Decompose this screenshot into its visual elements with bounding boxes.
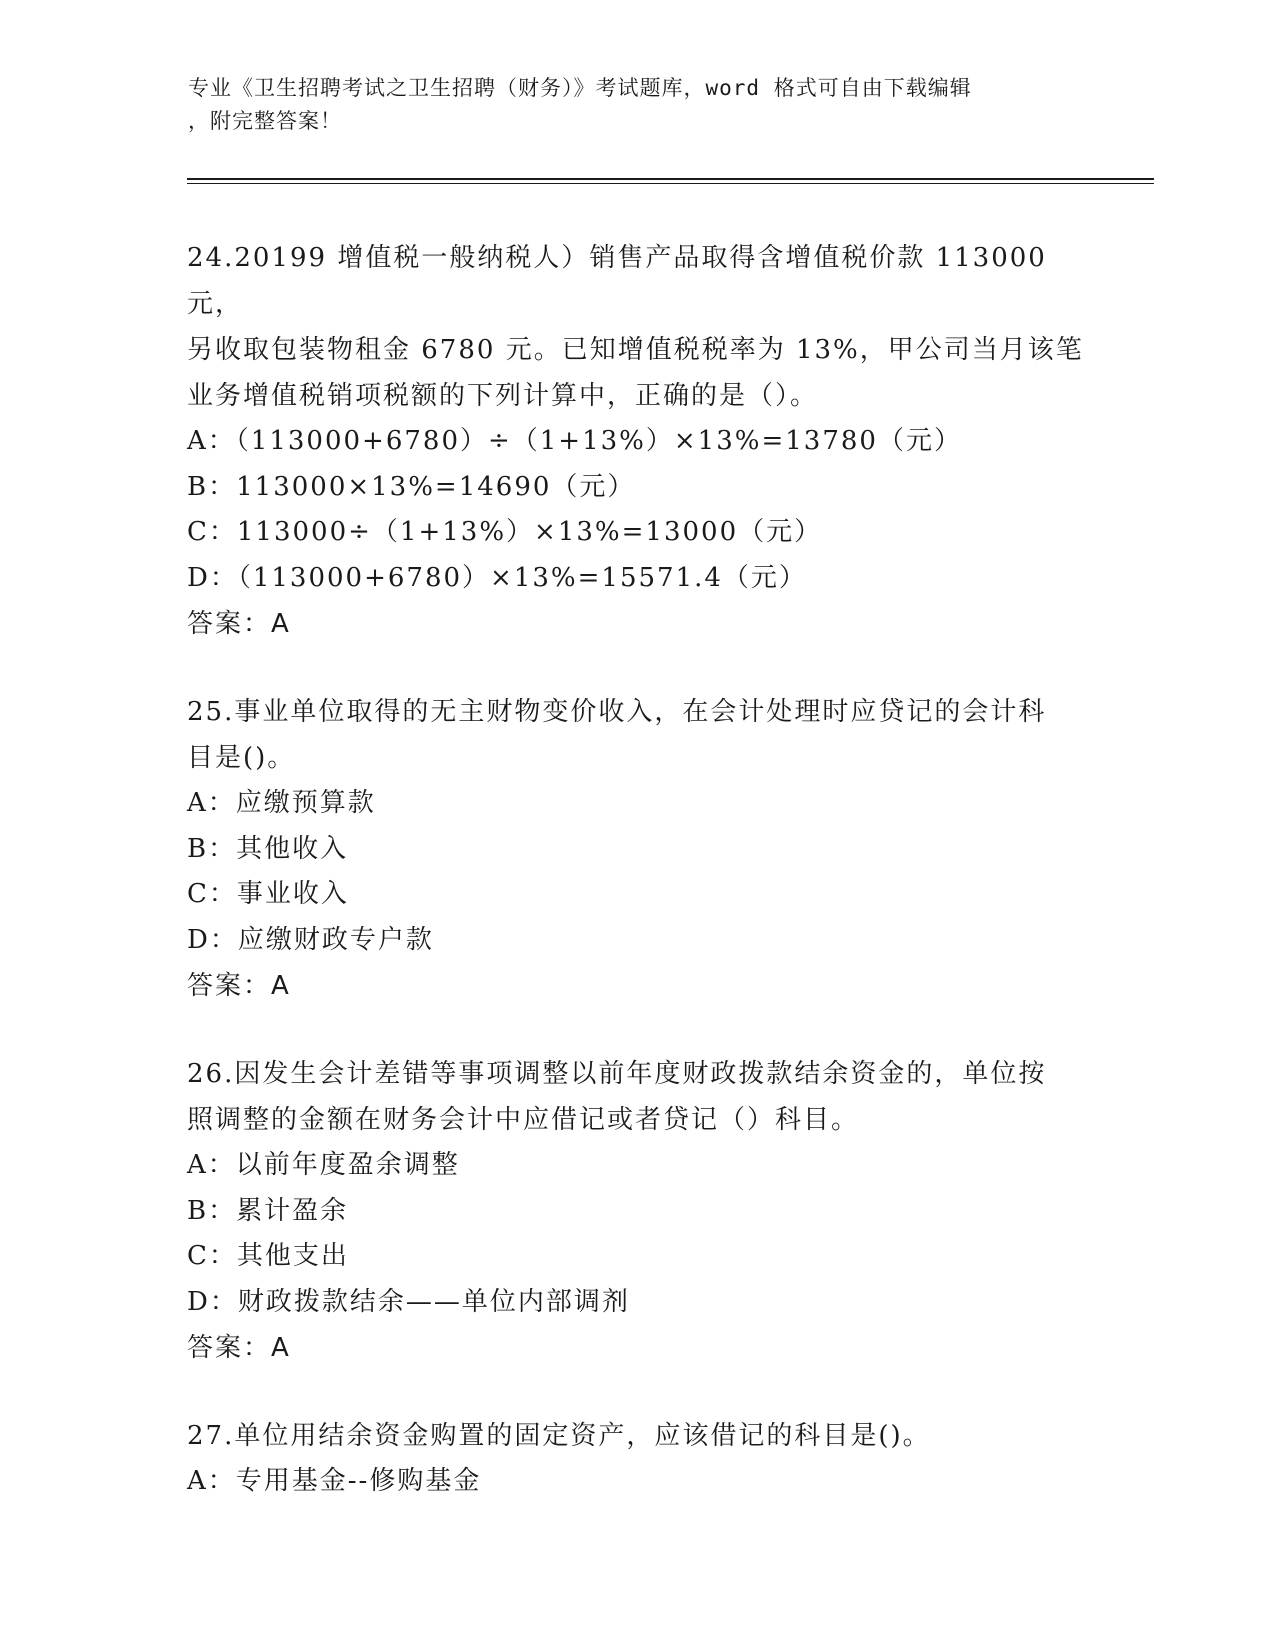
header-line-2: ，附完整答案！	[188, 109, 342, 133]
answer-line: 答案：A	[187, 609, 291, 639]
question-stem-line: 目是()。	[187, 743, 296, 773]
option-a: A：以前年度盈余调整	[187, 1150, 460, 1180]
question-stem-line: 另收取包装物租金 6780 元。已知增值税税率为 13%，甲公司当月该笔	[187, 335, 1084, 365]
option-a: A：专用基金--修购基金	[187, 1466, 482, 1496]
question-stem-line: 27.单位用结余资金购置的固定资产，应该借记的科目是()。	[187, 1421, 931, 1451]
document-header	[188, 72, 1088, 138]
option-c: C：其他支出	[187, 1241, 349, 1271]
question-27	[187, 1413, 1087, 1505]
option-d: D：（113000+6780）×13%=15571.4（元）	[187, 562, 807, 593]
question-26	[187, 1051, 1087, 1371]
answer-line: 答案：A	[187, 971, 291, 1001]
question-stem-line: 26.因发生会计差错等事项调整以前年度财政拨款结余资金的，单位按	[187, 1059, 1047, 1089]
question-25	[187, 689, 1087, 1009]
option-b: B：其他收入	[187, 833, 349, 864]
option-a: A：应缴预算款	[187, 788, 376, 818]
header-divider-thin	[187, 183, 1154, 184]
answer-line: 答案：A	[187, 1333, 291, 1363]
question-list	[187, 235, 1087, 1547]
question-stem-line: 25.事业单位取得的无主财物变价收入，在会计处理时应贷记的会计科	[187, 697, 1047, 727]
option-b: B：累计盈余	[187, 1195, 349, 1226]
option-c: C：事业收入	[187, 879, 349, 909]
option-c: C：113000÷（1+13%）×13%=13000（元）	[187, 517, 823, 547]
question-stem-line: 照调整的金额在财务会计中应借记或者贷记（）科目。	[187, 1105, 860, 1135]
question-24	[187, 235, 1087, 647]
option-d: D：财政拨款结余——单位内部调剂	[187, 1286, 630, 1317]
header-line-1: 专业《卫生招聘考试之卫生招聘（财务）》考试题库，word 格式可自由下载编辑	[188, 76, 972, 100]
option-d: D：应缴财政专户款	[187, 924, 434, 955]
question-stem-line: 业务增值税销项税额的下列计算中，正确的是（）。	[187, 381, 819, 411]
option-b: B：113000×13%=14690（元）	[187, 471, 636, 502]
option-a: A：（113000+6780）÷（1+13%）×13%=13780（元）	[187, 426, 962, 456]
header-divider-thick	[187, 178, 1154, 180]
question-stem-line: 24.20199 增值税一般纳税人）销售产品取得含增值税价款 113000 元，	[187, 243, 1047, 319]
